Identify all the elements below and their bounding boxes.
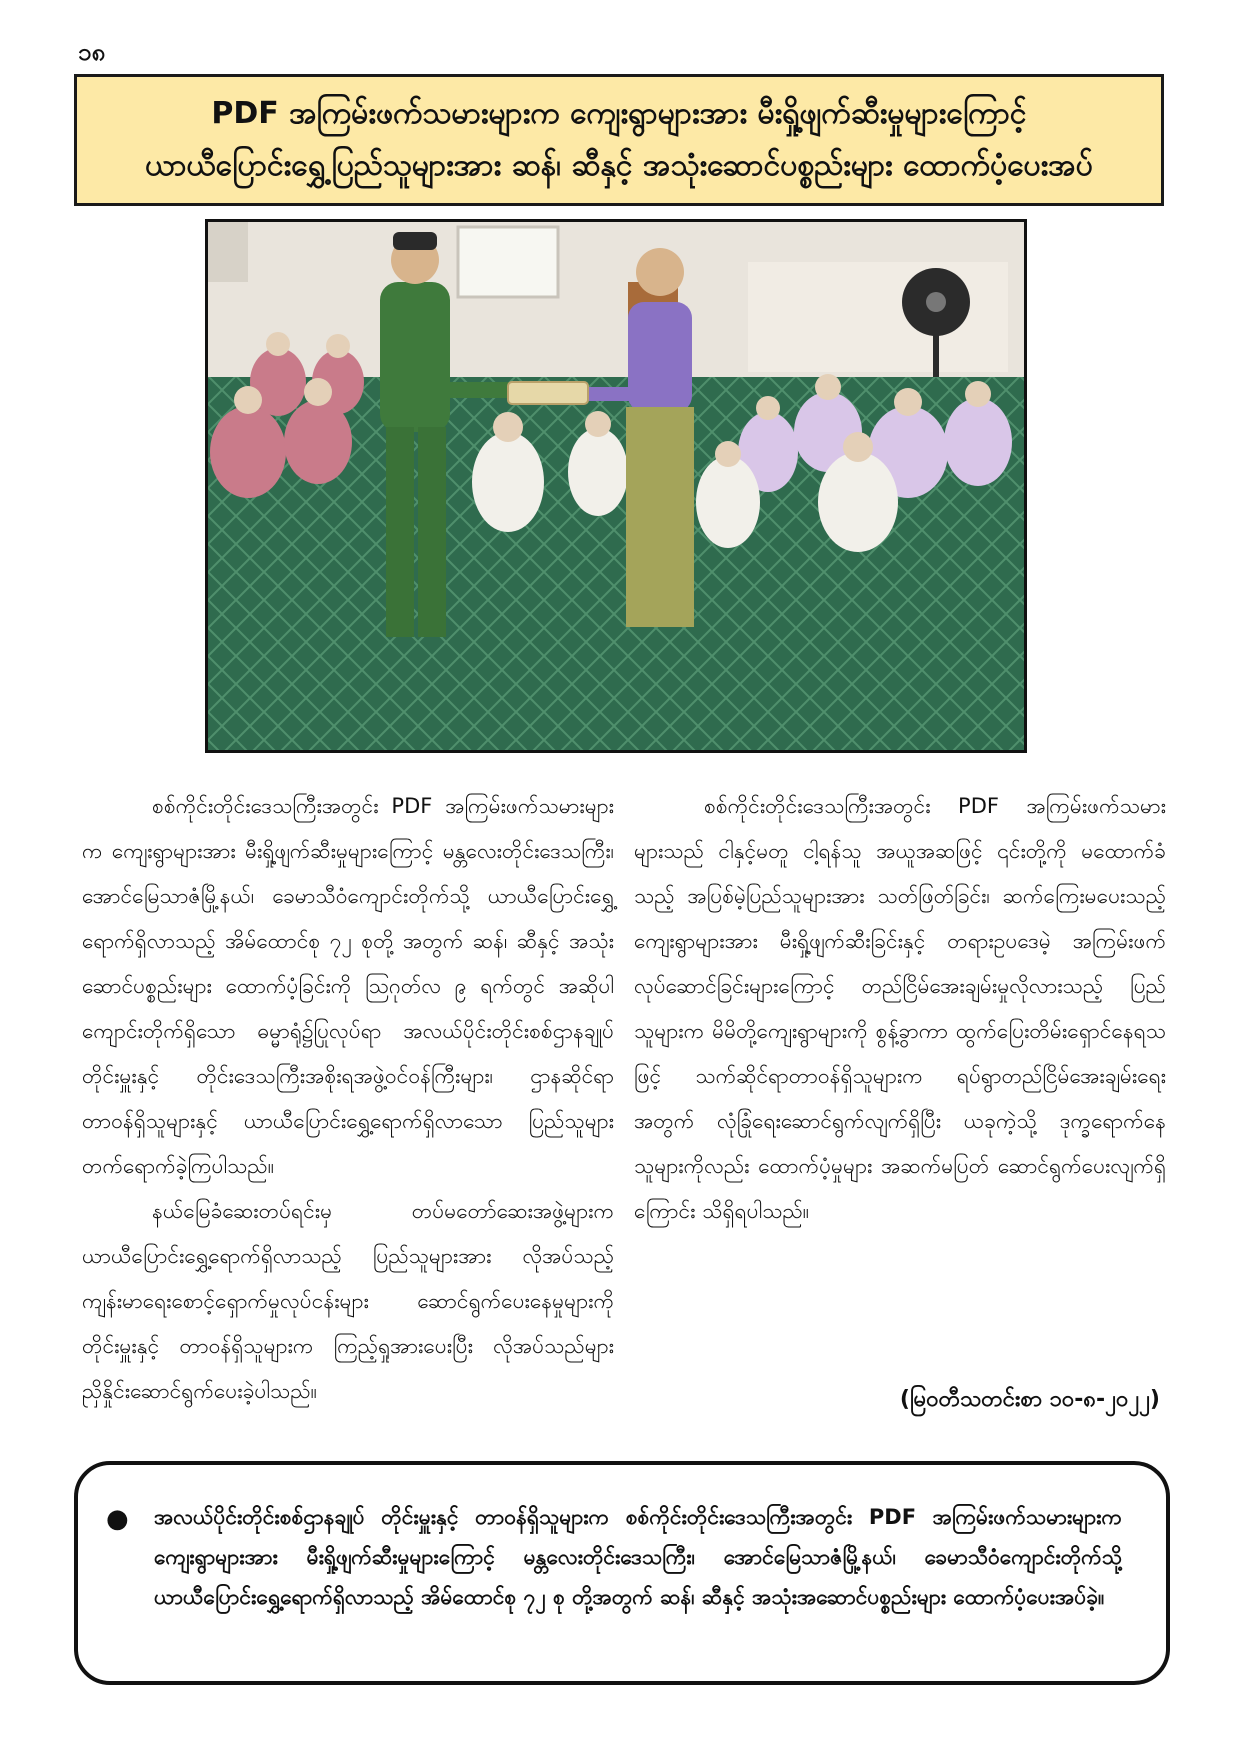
headline-line-1: PDF အကြမ်းဖက်သမားများက ကျေးရွာများအား မီးရှို့ဖျက်ဆီးမှုများကြောင့် bbox=[211, 96, 1027, 131]
bullet-icon: ● bbox=[106, 1504, 129, 1534]
article-paragraph: နယ်မြေခံဆေးတပ်ရင်းမှ တပ်မတော်ဆေးအဖွဲ့များက ယာယီပြောင်းရွှေ့ရောက်ရှိလာသည့် ပြည်သူများအား လိုအပ်သည့် ကျန်းမာရေးစောင့်ရှောက်မှုလုပ်ငန်းများ ဆောင်ရွက်ပေးနေမှုများကို တိုင်းမှူးနှင့် တာဝန်ရှိသူများက ကြည့်ရှုအားပေးပြီး လိုအပ်သည်များ ညှိနှိုင်းဆောင်ရွက်ပေးခဲ့ပါသည်။ bbox=[82, 1199, 614, 1403]
source-citation: (မြဝတီသတင်းစာ ၁၀-၈-၂၀၂၂) bbox=[899, 1387, 1160, 1412]
article-paragraph: စစ်ကိုင်းတိုင်းဒေသကြီးအတွင်း PDF အကြမ်းဖက်သမားများက ကျေးရွာများအား မီးရှို့ဖျက်ဆီးမှုများကြောင့် မန္တလေးတိုင်းဒေသကြီး၊ အောင်မြေသာဇံမြို့နယ်၊ ခေမာသီဝံကျောင်းတိုက်သို့ ယာယီပြောင်းရွှေ့ရောက်ရှိလာသည့် အိမ်ထောင်စု ၇၂ စုတို့ အတွက် ဆန်၊ ဆီနှင့် အသုံးဆောင်ပစ္စည်းများ ထောက်ပံ့ခြင်းကို ဩဂုတ်လ ၉ ရက်တွင် အဆိုပါကျောင်းတိုက်ရှိသော ဓမ္မာရုံ၌ပြုလုပ်ရာ အလယ်ပိုင်းတိုင်းစစ်ဌာနချုပ် တိုင်းမှူးနှင့် တိုင်းဒေသကြီးအစိုးရအဖွဲ့ဝင်ဝန်ကြီးများ၊ ဌာနဆိုင်ရာတာဝန်ရှိသူများနှင့် ယာယီပြောင်းရွှေ့ရောက်ရှိလာသော ပြည်သူများ တက်ရောက်ခဲ့ကြပါသည်။ bbox=[82, 794, 614, 1178]
article-right-column bbox=[634, 784, 1166, 1234]
article-paragraph: စစ်ကိုင်းတိုင်းဒေသကြီးအတွင်း PDF အကြမ်းဖက်သမားများသည် ငါနှင့်မတူ ငါ့ရန်သူ အယူအဆဖြင့် ၎င်းတို့ကို မထောက်ခံသည့် အပြစ်မဲ့ပြည်သူများအား သတ်ဖြတ်ခြင်း၊ ဆက်ကြေးမပေးသည့် ကျေးရွာများအား မီးရှို့ဖျက်ဆီးခြင်းနှင့် တရားဥပဒေမဲ့ အကြမ်းဖက်လုပ်ဆောင်ခြင်းများကြောင့် တည်ငြိမ်အေးချမ်းမှုလိုလားသည့် ပြည်သူများက မိမိတို့ကျေးရွာများကို စွန့်ခွာကာ ထွက်ပြေးတိမ်းရှောင်နေရသဖြင့် သက်ဆိုင်ရာတာဝန်ရှိသူများက ရပ်ရွာတည်ငြိမ်အေးချမ်းရေးအတွက် လုံခြုံရေးဆောင်ရွက်လျက်ရှိပြီး ယခုကဲ့သို့ ဒုက္ခရောက်နေသူများကိုလည်း ထောက်ပံ့မှုများ အဆက်မပြတ် ဆောင်ရွက်ပေးလျက်ရှိကြောင်း သိရှိရပါသည်။ bbox=[634, 794, 1166, 1223]
headline-line-2: ယာယီပြောင်းရွှေ့ပြည်သူများအား ဆန်၊ ဆီနှင့် အသုံးဆောင်ပစ္စည်းများ ထောက်ပံ့ပေးအပ် bbox=[145, 148, 1093, 183]
summary-text: အလယ်ပိုင်းတိုင်းစစ်ဌာနချုပ် တိုင်းမှူးနှင့် တာဝန်ရှိသူများက စစ်ကိုင်းတိုင်းဒေသကြီးအတွင်း PDF အကြမ်းဖက်သမားများက ကျေးရွာများအား မီးရှို့ဖျက်ဆီးမှုများကြောင့် မန္တလေးတိုင်းဒေသကြီး၊ အောင်မြေသာဇံမြို့နယ်၊ ခေမာသီဝံကျောင်းတိုက်သို့ ယာယီပြောင်းရွှေ့ရောက်ရှိလာသည့် အိမ်ထောင်စု ၇၂ စု တို့အတွက် ဆန်၊ ဆီနှင့် အသုံးအဆောင်ပစ္စည်းများ ထောက်ပံ့ပေးအပ်ခဲ့။ bbox=[154, 1505, 1122, 1609]
page-number: ၁၈ bbox=[78, 38, 106, 66]
headline-box bbox=[74, 74, 1164, 206]
article-left-column bbox=[82, 784, 614, 1414]
news-photo bbox=[205, 219, 1027, 753]
summary-box bbox=[74, 1461, 1170, 1685]
